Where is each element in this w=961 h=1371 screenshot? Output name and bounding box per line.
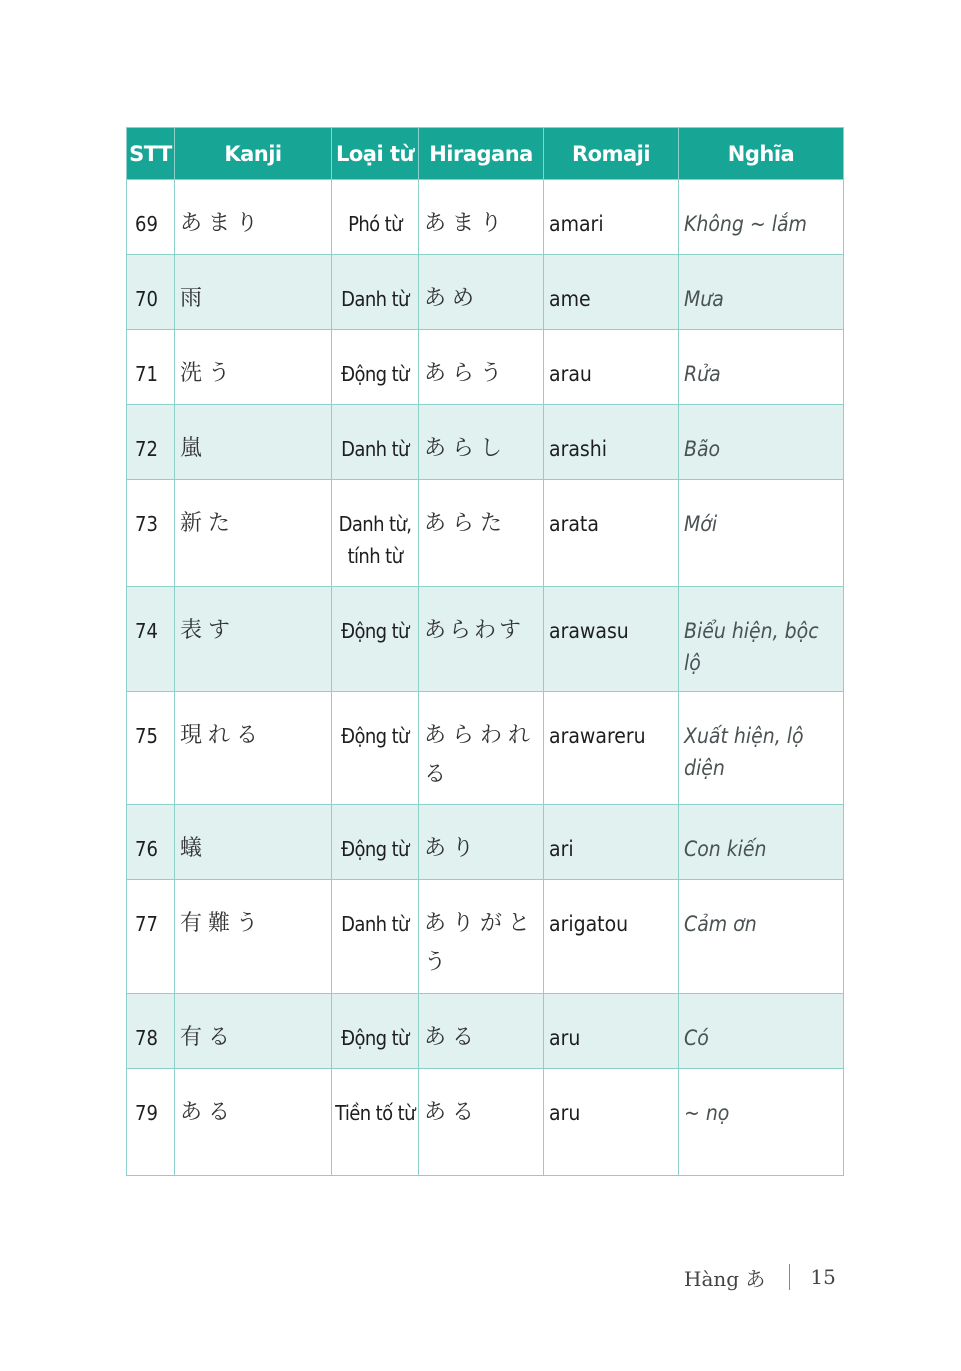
section-label: Hàng あ <box>684 1266 766 1291</box>
cell-stt: 73 <box>127 480 175 587</box>
cell-romaji: ame <box>544 255 679 330</box>
cell-romaji: aru <box>544 994 679 1069</box>
cell-kanji: 新た <box>175 480 332 587</box>
header-type: Loại từ <box>332 128 419 180</box>
cell-kanji: 有難う <box>175 880 332 994</box>
cell-kanji: 表す <box>175 587 332 692</box>
cell-romaji: aru <box>544 1069 679 1176</box>
cell-kanji: ある <box>175 1069 332 1176</box>
cell-romaji: amari <box>544 180 679 255</box>
footer-divider <box>789 1264 790 1290</box>
cell-kanji: 蟻 <box>175 805 332 880</box>
cell-type: Danh từ <box>332 405 419 480</box>
cell-meaning: Rửa <box>679 330 844 405</box>
cell-meaning: Cảm ơn <box>679 880 844 994</box>
cell-hiragana: ある <box>419 1069 544 1176</box>
cell-hiragana: あらわれる <box>419 692 544 805</box>
cell-romaji: arawasu <box>544 587 679 692</box>
table-row <box>127 255 844 330</box>
table-row <box>127 405 844 480</box>
cell-stt: 77 <box>127 880 175 994</box>
cell-meaning: Biểu hiện, bộc lộ <box>679 587 844 692</box>
cell-stt: 72 <box>127 405 175 480</box>
table-row <box>127 1069 844 1176</box>
cell-type: Động từ <box>332 587 419 692</box>
cell-meaning: ~ nọ <box>679 1069 844 1176</box>
table-row <box>127 805 844 880</box>
cell-meaning: Bão <box>679 405 844 480</box>
cell-romaji: arigatou <box>544 880 679 994</box>
cell-meaning: Không ~ lắm <box>679 180 844 255</box>
cell-hiragana: あめ <box>419 255 544 330</box>
cell-meaning: Xuất hiện, lộ diện <box>679 692 844 805</box>
cell-stt: 71 <box>127 330 175 405</box>
cell-kanji: 現れる <box>175 692 332 805</box>
cell-type: Tiền tố từ <box>332 1069 419 1176</box>
cell-meaning: Có <box>679 994 844 1069</box>
cell-type: Danh từ <box>332 880 419 994</box>
header-kanji: Kanji <box>175 128 332 180</box>
cell-type: Động từ <box>332 692 419 805</box>
cell-type: Danh từ <box>332 255 419 330</box>
table-row <box>127 880 844 994</box>
cell-stt: 79 <box>127 1069 175 1176</box>
cell-hiragana: あらう <box>419 330 544 405</box>
cell-hiragana: あり <box>419 805 544 880</box>
cell-type: Động từ <box>332 805 419 880</box>
cell-type: Phó từ <box>332 180 419 255</box>
page-footer <box>684 1262 836 1292</box>
cell-hiragana: あまり <box>419 180 544 255</box>
table-row <box>127 994 844 1069</box>
cell-stt: 75 <box>127 692 175 805</box>
cell-romaji: arau <box>544 330 679 405</box>
table-row <box>127 587 844 692</box>
cell-stt: 76 <box>127 805 175 880</box>
cell-type: Động từ <box>332 330 419 405</box>
table-row <box>127 180 844 255</box>
cell-meaning: Mưa <box>679 255 844 330</box>
cell-kanji: 有る <box>175 994 332 1069</box>
header-hiragana: Hiragana <box>419 128 544 180</box>
header-romaji: Romaji <box>544 128 679 180</box>
cell-hiragana: あらわす <box>419 587 544 692</box>
cell-kanji: 雨 <box>175 255 332 330</box>
cell-type: Động từ <box>332 994 419 1069</box>
cell-stt: 70 <box>127 255 175 330</box>
cell-stt: 78 <box>127 994 175 1069</box>
cell-romaji: arata <box>544 480 679 587</box>
table-row <box>127 692 844 805</box>
cell-type: Danh từ, tính từ <box>332 480 419 587</box>
table-row <box>127 480 844 587</box>
cell-meaning: Con kiến <box>679 805 844 880</box>
cell-stt: 69 <box>127 180 175 255</box>
cell-hiragana: あらし <box>419 405 544 480</box>
page-number: 15 <box>810 1265 836 1289</box>
cell-kanji: 嵐 <box>175 405 332 480</box>
header-stt: STT <box>127 128 175 180</box>
cell-hiragana: ある <box>419 994 544 1069</box>
cell-meaning: Mới <box>679 480 844 587</box>
table-header-row <box>127 128 844 180</box>
cell-romaji: arawareru <box>544 692 679 805</box>
cell-hiragana: ありがとう <box>419 880 544 994</box>
cell-romaji: arashi <box>544 405 679 480</box>
cell-romaji: ari <box>544 805 679 880</box>
cell-kanji: あまり <box>175 180 332 255</box>
vocabulary-table <box>126 127 844 1176</box>
cell-stt: 74 <box>127 587 175 692</box>
header-meaning: Nghĩa <box>679 128 844 180</box>
cell-kanji: 洗う <box>175 330 332 405</box>
table-row <box>127 330 844 405</box>
cell-hiragana: あらた <box>419 480 544 587</box>
